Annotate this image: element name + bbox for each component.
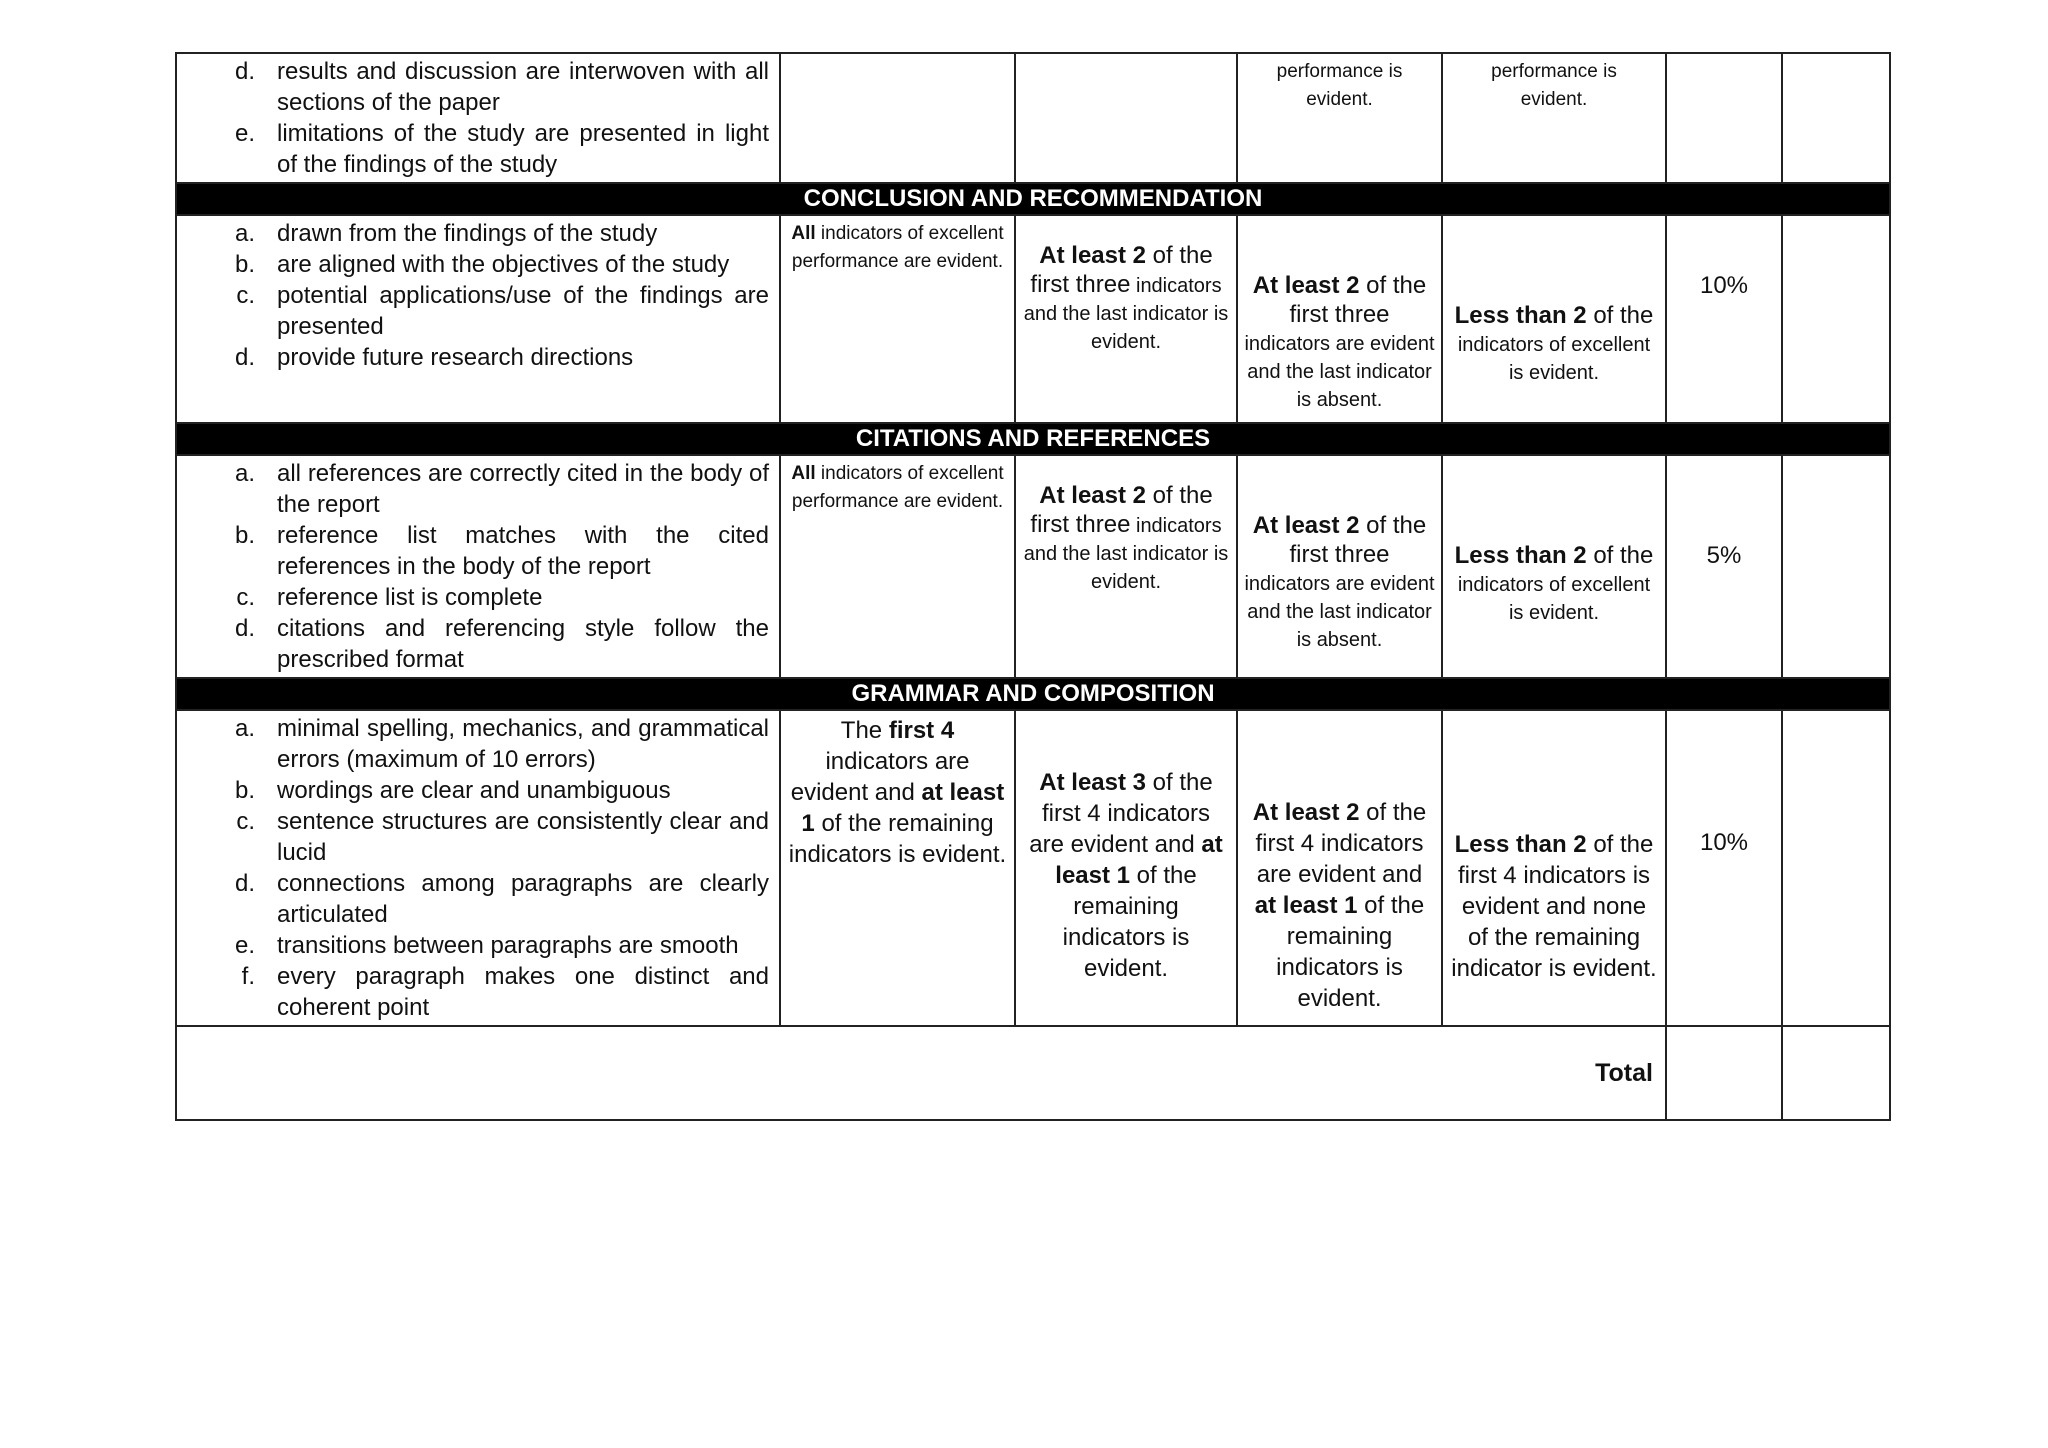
indicator-item <box>177 582 769 613</box>
section-title: CITATIONS AND REFERENCES <box>176 423 1890 455</box>
total-label: Total <box>176 1026 1666 1120</box>
section-header-conclusion <box>176 183 1890 215</box>
indicator-letter: f. <box>241 963 255 990</box>
good-criteria <box>1238 711 1441 1018</box>
criteria-bold: first 4 <box>888 717 955 744</box>
weight-cell <box>1666 53 1782 183</box>
criteria-text: of the first 4 indicators are evident and <box>1029 769 1213 858</box>
indicator-cell <box>176 455 780 678</box>
indicator-letter: b. <box>234 251 255 278</box>
indicator-text: potential applications/use of the findings are presented <box>277 282 769 340</box>
total-weight-cell <box>1666 1026 1782 1120</box>
criteria-text: indicators of excellent is evident. <box>1457 334 1651 384</box>
indicator-list <box>177 216 779 375</box>
section-header-grammar <box>176 678 1890 710</box>
fair-criteria <box>1443 711 1665 988</box>
indicator-text: reference list matches with the cited references in the body of the report <box>277 522 769 580</box>
indicator-letter: a. <box>234 715 255 742</box>
excellent-cell <box>780 53 1015 183</box>
criteria-bold: Less than 2 <box>1454 302 1587 329</box>
criteria-text: indicators of excellent is evident. <box>1457 574 1651 624</box>
criteria-bold: At least 2 <box>1039 482 1146 509</box>
indicator-letter: d. <box>234 344 255 371</box>
results-discussion-row <box>176 53 1890 183</box>
fair-cell <box>1442 53 1666 183</box>
fair-criteria: performance is evident. <box>1491 61 1617 110</box>
criteria-text: indicators are evident and the last indicator is absent. <box>1244 573 1435 651</box>
criteria-bold: Less than 2 <box>1454 831 1587 858</box>
indicator-letter: d. <box>234 870 255 897</box>
very-good-cell <box>1015 53 1237 183</box>
indicator-text: drawn from the findings of the study <box>277 220 658 247</box>
indicator-item <box>177 218 769 249</box>
rubric-table <box>175 52 1891 1121</box>
total-row <box>176 1026 1890 1120</box>
criteria-text: of the <box>1586 542 1654 569</box>
indicator-item <box>177 56 769 118</box>
good-criteria <box>1238 456 1441 658</box>
indicator-letter: a. <box>234 220 255 247</box>
indicator-text: sentence structures are consistently clear and lucid <box>277 808 769 866</box>
good-criteria: performance is evident. <box>1276 61 1403 110</box>
indicator-item <box>177 118 769 180</box>
indicator-item <box>177 961 769 1023</box>
criteria-text: indicators of excellent performance are evident. <box>791 463 1004 512</box>
criteria-text: of the <box>1586 302 1654 329</box>
indicator-list <box>177 54 779 182</box>
fair-criteria <box>1443 456 1665 631</box>
criteria-bold: At least 2 <box>1252 512 1360 539</box>
indicator-item <box>177 713 769 775</box>
indicator-text: limitations of the study are presented in light of the findings of the study <box>277 120 769 178</box>
citations-row <box>176 455 1890 678</box>
weight-value: 10% <box>1699 272 1749 299</box>
criteria-text: of the first three <box>1030 242 1213 298</box>
criteria-text: of the remaining indicators is evident. <box>788 810 1007 868</box>
excellent-cell <box>780 455 1015 678</box>
indicator-letter: e. <box>234 932 255 959</box>
indicator-item <box>177 613 769 675</box>
fair-criteria <box>1443 216 1665 391</box>
score-cell <box>1782 215 1890 423</box>
indicator-letter: c. <box>236 584 255 611</box>
very-good-cell <box>1015 215 1237 423</box>
criteria-text: of the first three <box>1030 482 1213 538</box>
criteria-text: of the remaining indicators is evident. <box>1276 892 1425 1012</box>
very-good-cell <box>1015 455 1237 678</box>
score-cell <box>1782 710 1890 1026</box>
section-title: CONCLUSION AND RECOMMENDATION <box>176 183 1890 215</box>
conclusion-row <box>176 215 1890 423</box>
criteria-text: of the first three <box>1289 272 1427 328</box>
indicator-text: all references are correctly cited in the body of the report <box>277 460 769 518</box>
indicator-list <box>177 456 779 677</box>
good-cell <box>1237 53 1442 183</box>
very-good-criteria <box>1016 216 1236 360</box>
total-score-cell <box>1782 1026 1890 1120</box>
criteria-bold: At least 2 <box>1039 242 1146 269</box>
indicator-letter: e. <box>234 120 255 147</box>
criteria-text: of the first 4 indicators is evident and none of the remaining indicator is evident. <box>1451 831 1657 982</box>
weight-cell <box>1666 455 1782 678</box>
excellent-criteria <box>781 456 1014 520</box>
indicator-text: are aligned with the objectives of the study <box>277 251 730 278</box>
indicator-list <box>177 711 779 1025</box>
indicator-text: provide future research directions <box>277 344 634 371</box>
indicator-item <box>177 458 769 520</box>
indicator-text: citations and referencing style follow the prescribed format <box>277 615 769 673</box>
criteria-text: indicators and the last indicator is evident. <box>1023 515 1229 593</box>
excellent-cell <box>780 710 1015 1026</box>
good-cell <box>1237 455 1442 678</box>
criteria-bold: At least 2 <box>1252 272 1360 299</box>
criteria-text: of the remaining indicators is evident. <box>1062 862 1197 982</box>
indicator-letter: c. <box>236 282 255 309</box>
indicator-cell <box>176 710 780 1026</box>
criteria-bold: At least 3 <box>1039 769 1146 796</box>
indicator-text: results and discussion are interwoven with all sections of the paper <box>277 58 769 116</box>
criteria-bold: All <box>791 223 816 244</box>
weight-cell <box>1666 215 1782 423</box>
criteria-text: indicators are evident and <box>790 748 970 806</box>
grammar-row <box>176 710 1890 1026</box>
very-good-criteria <box>1016 456 1236 600</box>
weight-value: 10% <box>1699 829 1749 856</box>
criteria-bold: at least 1 <box>801 779 1005 837</box>
indicator-letter: b. <box>234 522 255 549</box>
good-cell <box>1237 710 1442 1026</box>
criteria-bold: At least 2 <box>1252 799 1360 826</box>
indicator-cell <box>176 53 780 183</box>
indicator-item <box>177 249 769 280</box>
fair-cell <box>1442 710 1666 1026</box>
criteria-text: indicators of excellent performance are evident. <box>791 223 1004 272</box>
score-cell <box>1782 53 1890 183</box>
section-header-citations <box>176 423 1890 455</box>
criteria-text: indicators and the last indicator is evident. <box>1023 275 1229 353</box>
indicator-letter: d. <box>234 615 255 642</box>
excellent-criteria <box>781 216 1014 280</box>
indicator-text: every paragraph makes one distinct and coherent point <box>277 963 769 1021</box>
indicator-item <box>177 775 769 806</box>
weight-value: 5% <box>1706 542 1742 569</box>
fair-cell <box>1442 215 1666 423</box>
criteria-bold: at least 1 <box>1254 892 1358 919</box>
indicator-item <box>177 806 769 868</box>
good-cell <box>1237 215 1442 423</box>
very-good-criteria <box>1016 711 1236 988</box>
indicator-letter: b. <box>234 777 255 804</box>
indicator-text: transitions between paragraphs are smooth <box>277 932 739 959</box>
indicator-item <box>177 520 769 582</box>
criteria-bold: at least 1 <box>1055 831 1223 889</box>
criteria-bold: Less than 2 <box>1454 542 1587 569</box>
section-title: GRAMMAR AND COMPOSITION <box>176 678 1890 710</box>
criteria-text: of the first three <box>1289 512 1427 568</box>
indicator-item <box>177 868 769 930</box>
criteria-text: indicators are evident and the last indicator is absent. <box>1244 333 1435 411</box>
criteria-bold: All <box>791 463 816 484</box>
indicator-letter: d. <box>234 58 255 85</box>
excellent-criteria <box>781 711 1014 874</box>
good-criteria <box>1238 216 1441 418</box>
weight-cell <box>1666 710 1782 1026</box>
very-good-cell <box>1015 710 1237 1026</box>
excellent-cell <box>780 215 1015 423</box>
indicator-letter: a. <box>234 460 255 487</box>
indicator-text: wordings are clear and unambiguous <box>277 777 671 804</box>
criteria-text: of the first 4 indicators are evident and <box>1255 799 1427 888</box>
indicator-item <box>177 930 769 961</box>
indicator-text: connections among paragraphs are clearly articulated <box>277 870 769 928</box>
score-cell <box>1782 455 1890 678</box>
indicator-letter: c. <box>236 808 255 835</box>
indicator-text: minimal spelling, mechanics, and grammatical errors (maximum of 10 errors) <box>277 715 769 773</box>
indicator-item <box>177 342 769 373</box>
indicator-text: reference list is complete <box>277 584 543 611</box>
fair-cell <box>1442 455 1666 678</box>
indicator-item <box>177 280 769 342</box>
criteria-text: The <box>840 717 889 744</box>
indicator-cell <box>176 215 780 423</box>
